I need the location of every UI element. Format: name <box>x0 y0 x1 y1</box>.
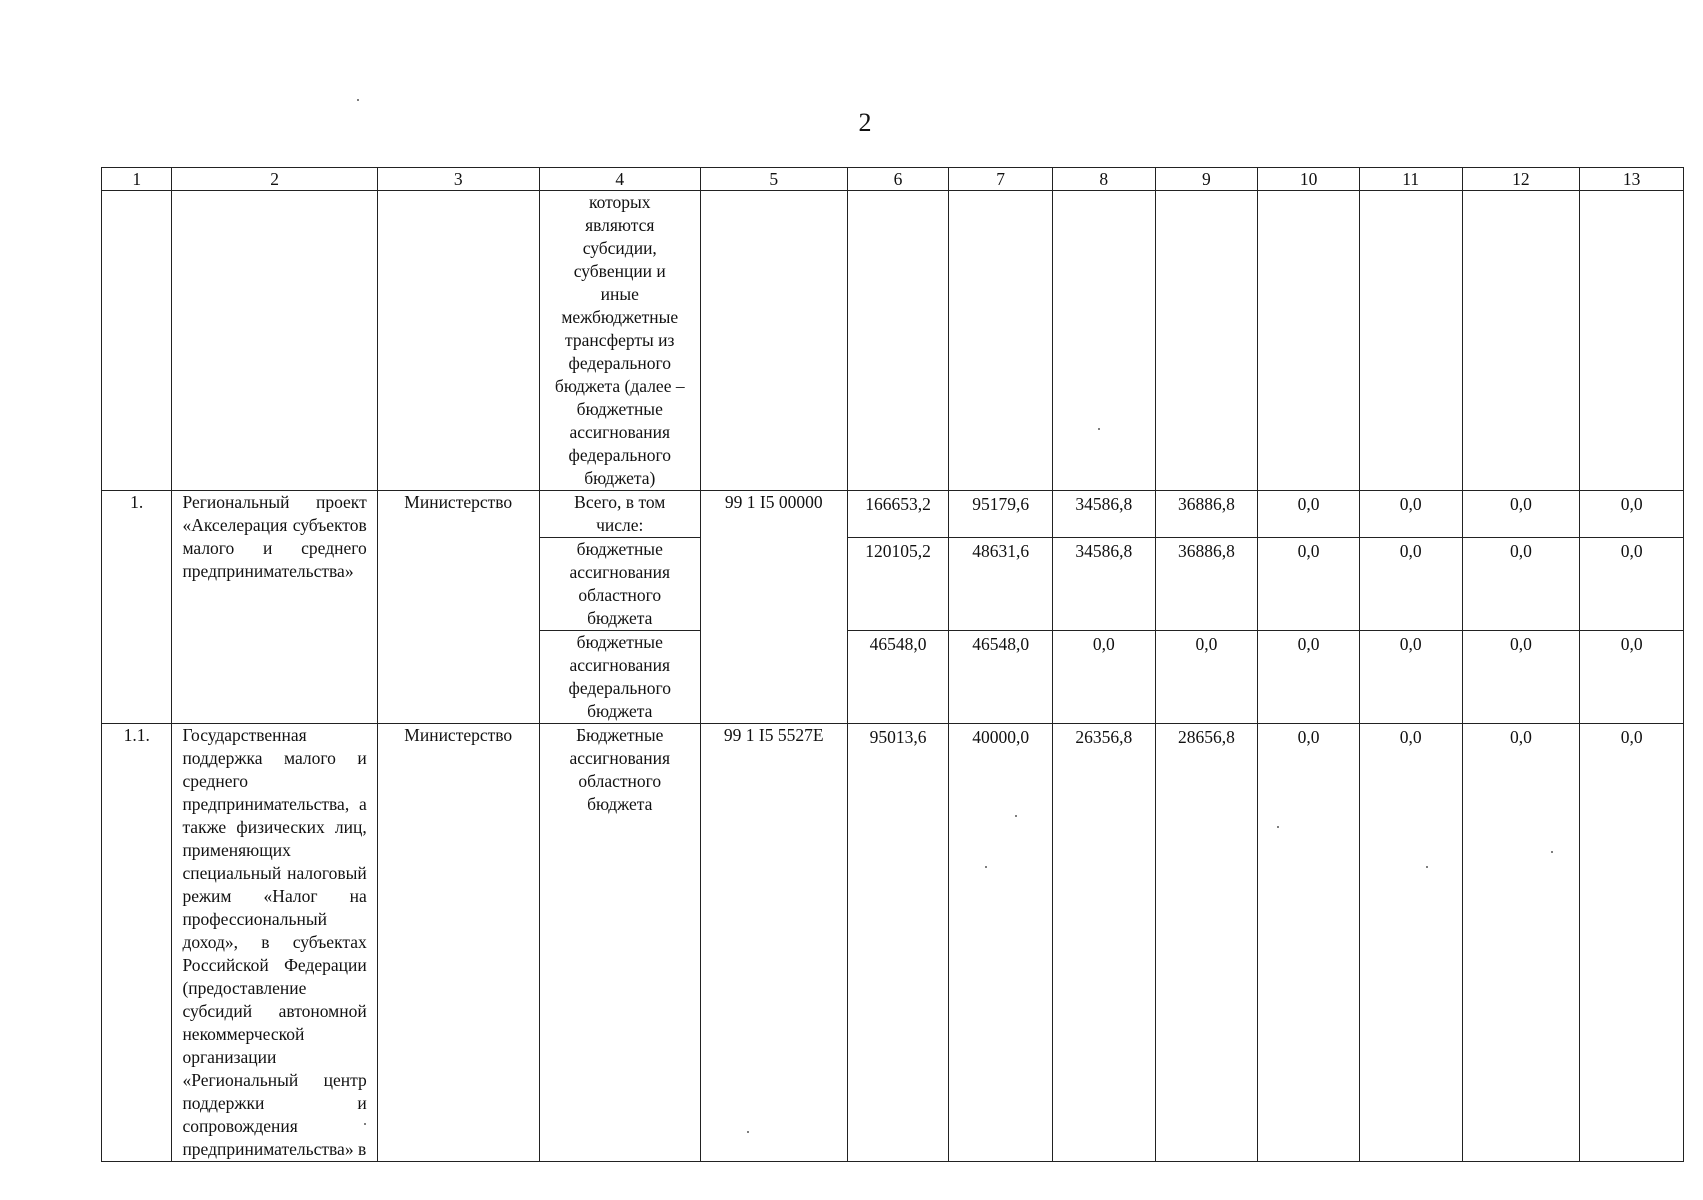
scan-speck <box>1551 851 1553 853</box>
col-header: 9 <box>1155 168 1258 191</box>
scan-speck <box>364 1123 366 1125</box>
col-header: 2 <box>172 168 377 191</box>
value-cell: 0,0 <box>1462 491 1580 538</box>
funding-source: Всего, в том числе: <box>539 491 700 538</box>
value-cell: 0,0 <box>1462 724 1580 1162</box>
value-cell: 34586,8 <box>1052 491 1155 538</box>
budget-code: 99 1 I5 5527E <box>700 724 847 1162</box>
table-row <box>102 724 1684 1162</box>
scan-speck <box>1277 826 1279 828</box>
scan-speck <box>1015 815 1017 817</box>
col-header: 10 <box>1258 168 1360 191</box>
budget-code: 99 1 I5 00000 <box>700 491 847 724</box>
budget-table <box>101 167 1684 1162</box>
value-cell: 0,0 <box>1462 631 1580 724</box>
page-number: 2 <box>858 108 872 137</box>
value-cell: 48631,6 <box>949 538 1053 631</box>
value-cell: 46548,0 <box>949 631 1053 724</box>
scan-speck <box>747 1131 749 1133</box>
value-cell: 0,0 <box>1462 538 1580 631</box>
value-cell: 95013,6 <box>847 724 949 1162</box>
row-number: 1. <box>102 491 172 724</box>
value-cell: 0,0 <box>1258 724 1360 1162</box>
value-cell: 40000,0 <box>949 724 1053 1162</box>
col-header: 5 <box>700 168 847 191</box>
value-cell: 0,0 <box>1580 631 1684 724</box>
project-name: Государственная поддержка малого и среднего предпринимательства, а также физических лиц, применяющих специальный налоговый режим «Налог на профессиональный доход», в субъектах Российской Федерации (предоставление субсидий автономной некоммерческой организации «Региональный центр поддержки и сопровождения предпринимательства» в <box>172 724 377 1162</box>
value-cell: 95179,6 <box>949 491 1053 538</box>
value-cell: 26356,8 <box>1052 724 1155 1162</box>
value-cell: 0,0 <box>1052 631 1155 724</box>
funding-source: бюджетные ассигнования областного бюджета <box>539 538 700 631</box>
value-cell: 0,0 <box>1359 491 1462 538</box>
project-name: Региональный проект «Акселерация субъектов малого и среднего предпринимательства» <box>172 491 377 724</box>
continuation-row <box>102 191 1684 491</box>
value-cell: 34586,8 <box>1052 538 1155 631</box>
value-cell: 166653,2 <box>847 491 949 538</box>
col-header: 4 <box>539 168 700 191</box>
value-cell: 0,0 <box>1359 631 1462 724</box>
col-header: 13 <box>1580 168 1684 191</box>
scan-speck <box>357 99 359 101</box>
value-cell: 36886,8 <box>1155 491 1258 538</box>
scan-speck <box>985 866 987 868</box>
col-header: 12 <box>1462 168 1580 191</box>
value-cell: 0,0 <box>1258 491 1360 538</box>
row-number: 1.1. <box>102 724 172 1162</box>
value-cell: 0,0 <box>1258 538 1360 631</box>
value-cell: 0,0 <box>1359 538 1462 631</box>
value-cell: 28656,8 <box>1155 724 1258 1162</box>
col-header: 7 <box>949 168 1053 191</box>
value-cell: 0,0 <box>1580 724 1684 1162</box>
col-header: 1 <box>102 168 172 191</box>
col-header: 6 <box>847 168 949 191</box>
continuation-text: которых являются субсидии, субвенции и иные межбюджетные трансферты из федерального бюджета (далее – бюджетные ассигнования федерального бюджета) <box>539 191 700 491</box>
value-cell: 0,0 <box>1359 724 1462 1162</box>
funding-source: бюджетные ассигнования федерального бюджета <box>539 631 700 724</box>
value-cell: 0,0 <box>1580 491 1684 538</box>
scan-speck <box>1098 428 1100 430</box>
col-header: 8 <box>1052 168 1155 191</box>
value-cell: 0,0 <box>1258 631 1360 724</box>
col-header: 3 <box>377 168 539 191</box>
value-cell: 0,0 <box>1155 631 1258 724</box>
value-cell: 46548,0 <box>847 631 949 724</box>
executor: Министерство <box>377 491 539 724</box>
value-cell: 120105,2 <box>847 538 949 631</box>
value-cell: 0,0 <box>1580 538 1684 631</box>
col-header: 11 <box>1359 168 1462 191</box>
table-row <box>102 491 1684 538</box>
column-number-row <box>102 168 1684 191</box>
funding-source: Бюджетные ассигнования областного бюджета <box>539 724 700 1162</box>
executor: Министерство <box>377 724 539 1162</box>
scan-speck <box>1426 866 1428 868</box>
value-cell: 36886,8 <box>1155 538 1258 631</box>
